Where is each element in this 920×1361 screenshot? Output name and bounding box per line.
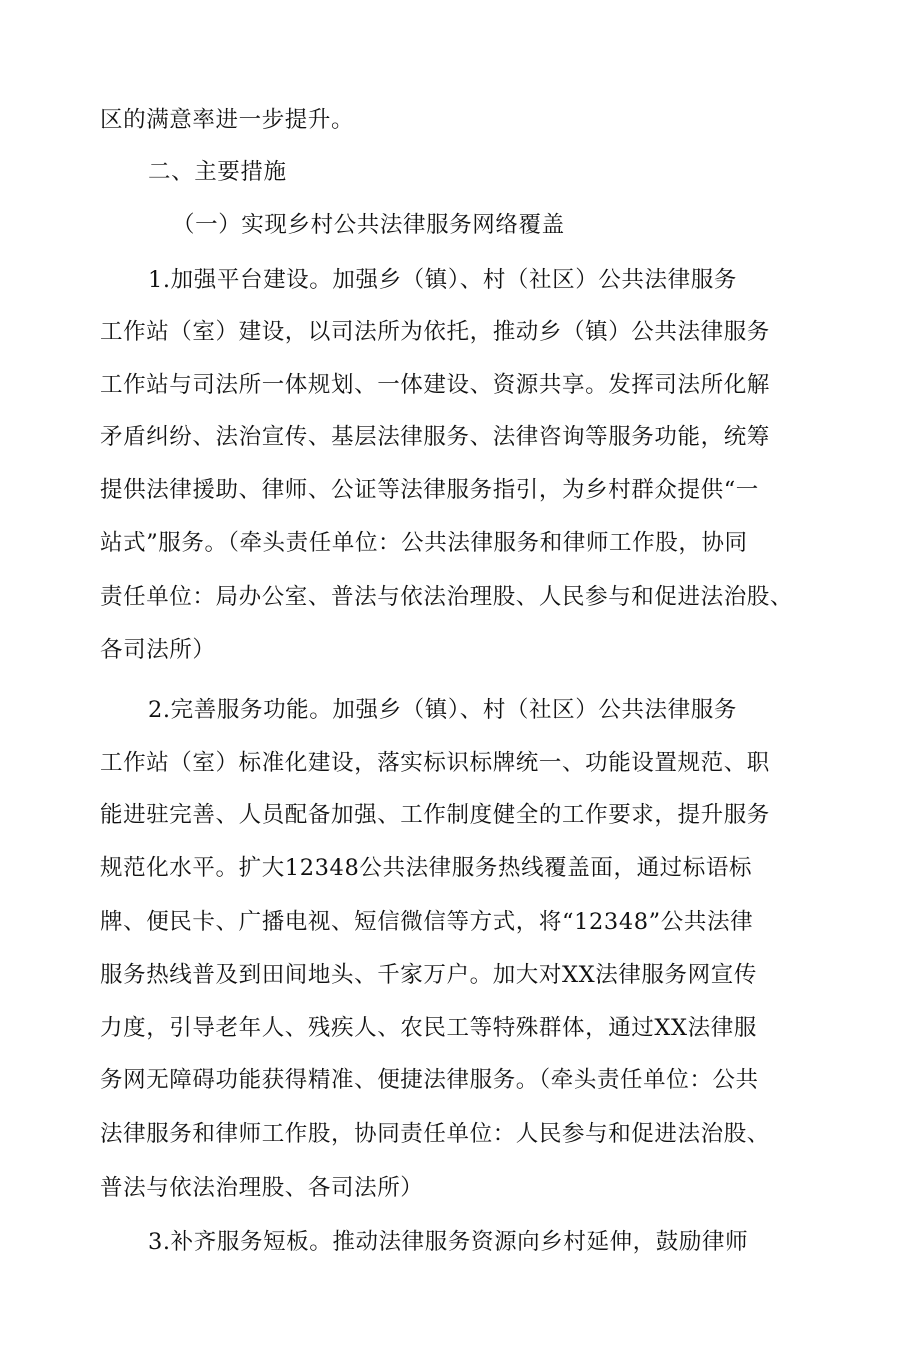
text-line: 工作站（室）标准化建设，落实标识标牌统一、功能设置规范、职 [100, 750, 770, 776]
text-line: 普法与依法治理股、各司法所） [100, 1175, 424, 1201]
text-line: 工作站与司法所一体规划、一体建设、资源共享。发挥司法所化解 [100, 372, 770, 398]
text-line: 工作站（室）建设，以司法所为依托，推动乡（镇）公共法律服务 [100, 319, 770, 345]
text-line: 服务热线普及到田间地头、千家万户。加大对XX法律服务网宣传 [100, 962, 757, 988]
text-line: 务网无障碍功能获得精准、便捷法律服务。（牵头责任单位：公共 [100, 1067, 759, 1093]
text-line: 法律服务和律师工作股，协同责任单位：人民参与和促进法治股、 [100, 1121, 770, 1147]
text-line: 区的满意率进一步提升。 [100, 107, 355, 133]
text-line: 二、主要措施 [148, 159, 287, 185]
text-line: 规范化水平。扩大12348公共法律服务热线覆盖面，通过标语标 [100, 855, 753, 881]
text-line: 提供法律援助、律师、公证等法律服务指引，为乡村群众提供“一 [100, 477, 759, 503]
text-line: 矛盾纠纷、法治宣传、基层法律服务、法律咨询等服务功能，统筹 [100, 424, 770, 450]
text-line: 2.完善服务功能。加强乡（镇）、村（社区）公共法律服务 [148, 697, 737, 723]
text-line: 力度，引导老年人、残疾人、农民工等特殊群体，通过XX法律服 [100, 1015, 757, 1041]
text-line: 站式”服务。（牵头责任单位：公共法律服务和律师工作股，协同 [100, 530, 748, 556]
text-line: 能进驻完善、人员配备加强、工作制度健全的工作要求，提升服务 [100, 802, 770, 828]
text-line: （一）实现乡村公共法律服务网络覆盖 [172, 212, 565, 238]
text-line: 各司法所） [100, 637, 216, 663]
text-line: 3.补齐服务短板。推动法律服务资源向乡村延伸，鼓励律师 [148, 1229, 749, 1255]
text-line: 牌、便民卡、广播电视、短信微信等方式，将“12348”公共法律 [100, 909, 754, 935]
text-line: 1.加强平台建设。加强乡（镇）、村（社区）公共法律服务 [148, 267, 737, 293]
text-line: 责任单位：局办公室、普法与依法治理股、人民参与和促进法治股、 [100, 584, 794, 610]
